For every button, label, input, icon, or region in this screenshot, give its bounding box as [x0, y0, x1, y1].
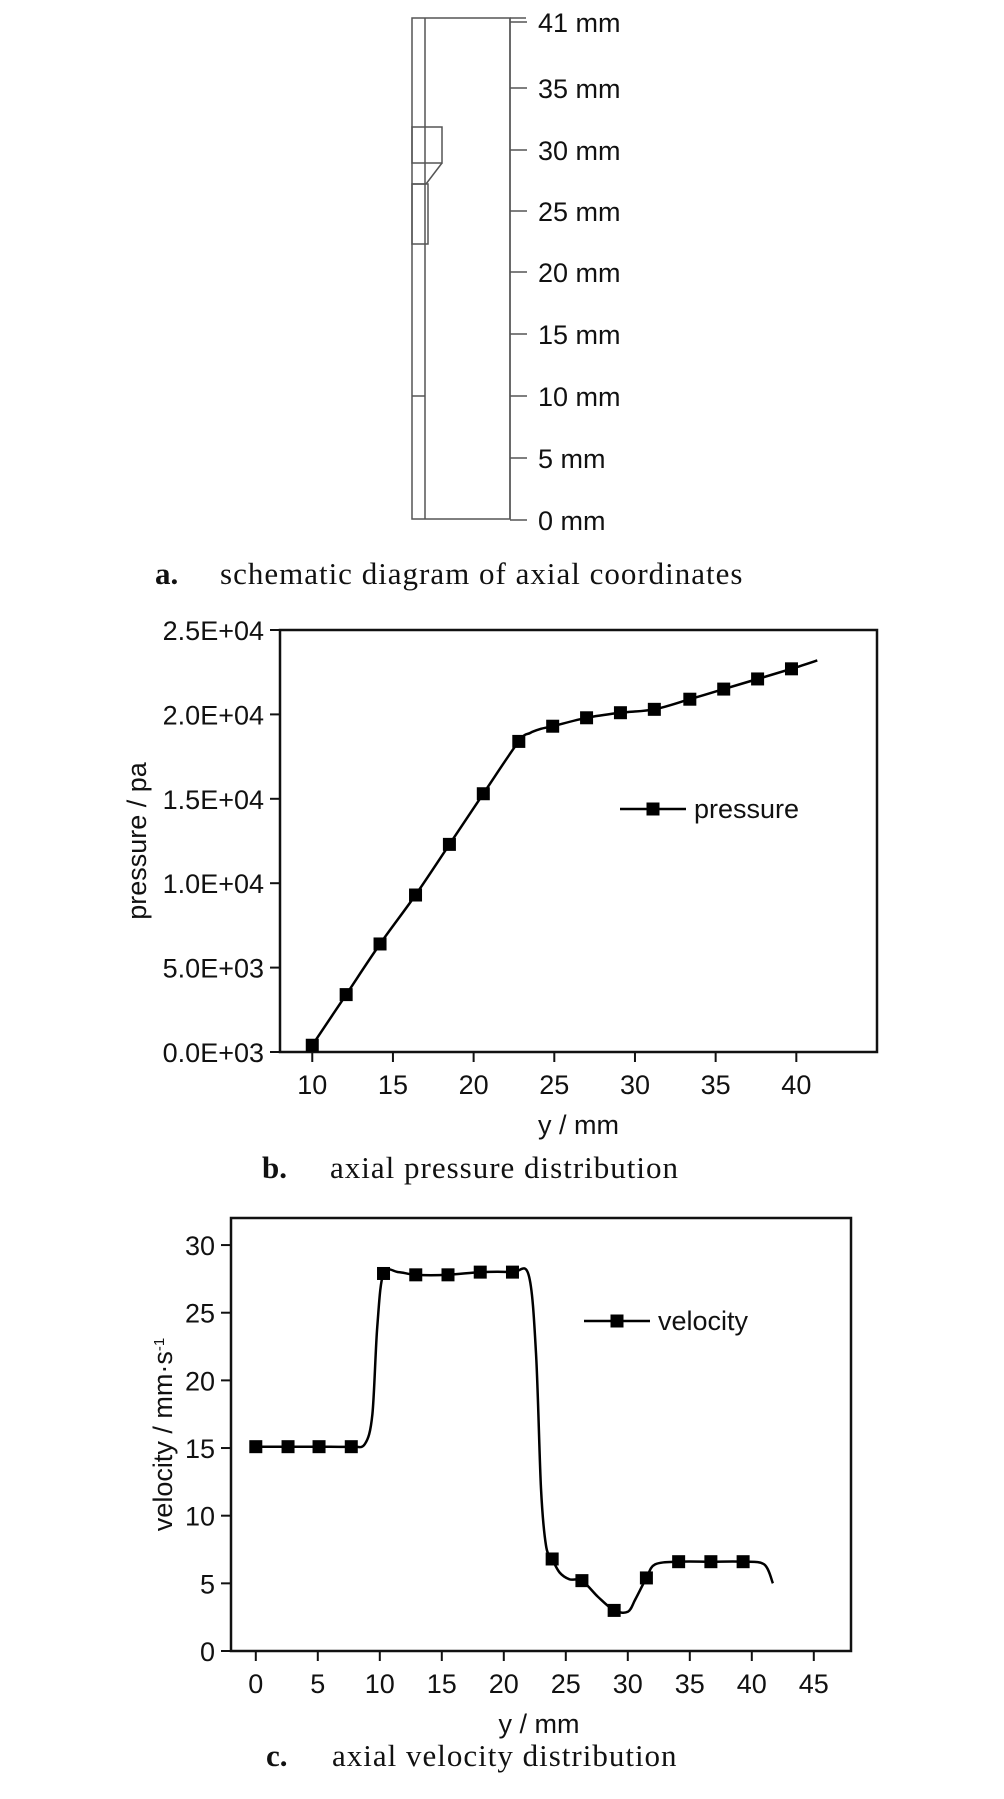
x-tick-label: 10 [364, 1669, 395, 1699]
y-tick-label: 1.5E+04 [162, 784, 264, 815]
data-point-pressure [409, 889, 422, 902]
data-point-pressure [648, 703, 661, 716]
series-line-pressure [312, 660, 817, 1045]
y-tick-label: 25 [184, 1298, 215, 1329]
data-point-velocity [640, 1571, 653, 1584]
data-point-velocity [313, 1440, 326, 1453]
x-tick-label: 25 [539, 1070, 570, 1100]
plot-frame [231, 1218, 851, 1651]
y-tick-label: 2.5E+04 [162, 616, 264, 646]
data-point-velocity [575, 1574, 588, 1587]
data-point-velocity [377, 1267, 390, 1280]
schematic-upper-chamber [412, 127, 442, 163]
x-tick-label: 35 [700, 1070, 731, 1100]
legend-label: velocity [658, 1306, 749, 1336]
data-point-pressure [683, 693, 696, 706]
y-tick-label: 0.0E+03 [162, 1038, 264, 1068]
x-tick-label: 40 [781, 1070, 812, 1100]
data-point-velocity [506, 1266, 519, 1279]
pressure-chart [122, 616, 877, 1140]
data-point-velocity [282, 1440, 295, 1453]
schematic-tick-label: 41 mm [538, 8, 621, 38]
schematic-taper-right [426, 163, 442, 184]
x-tick-label: 0 [248, 1669, 264, 1699]
caption-a: schematic diagram of axial coordinates [220, 556, 744, 591]
data-point-velocity [474, 1266, 487, 1279]
schematic-tick-label: 10 mm [538, 382, 621, 412]
y-tick-label: 10 [184, 1501, 215, 1532]
plot-frame [280, 630, 877, 1052]
x-tick-label: 35 [674, 1669, 705, 1699]
schematic-tick-label: 35 mm [538, 74, 621, 104]
caption-c-letter: c. [266, 1738, 288, 1773]
legend-marker [647, 803, 660, 816]
x-tick-label: 25 [550, 1669, 581, 1699]
x-axis-label: y / mm [498, 1709, 580, 1739]
data-point-pressure [340, 988, 353, 1001]
x-tick-label: 15 [426, 1669, 457, 1699]
x-tick-label: 30 [612, 1669, 643, 1699]
schematic-panel [155, 8, 743, 591]
data-point-pressure [443, 838, 456, 851]
y-tick-label: 0 [199, 1637, 215, 1667]
schematic-tick-label: 30 mm [538, 136, 621, 166]
schematic-tick-label: 15 mm [538, 320, 621, 350]
data-point-velocity [345, 1440, 358, 1453]
legend-marker [611, 1315, 624, 1328]
schematic-tick-label: 20 mm [538, 258, 621, 288]
legend-label: pressure [694, 794, 800, 824]
data-point-velocity [249, 1440, 262, 1453]
data-point-pressure [477, 787, 490, 800]
data-point-pressure [614, 706, 627, 719]
caption-b-letter: b. [262, 1150, 287, 1185]
velocity-chart [148, 1218, 851, 1739]
y-tick-label: 2.0E+04 [162, 700, 264, 731]
caption-a-letter: a. [155, 556, 179, 591]
schematic-drawing [412, 18, 526, 519]
data-point-velocity [672, 1555, 685, 1568]
data-point-pressure [751, 672, 764, 685]
data-point-pressure [374, 937, 387, 950]
x-tick-label: 40 [736, 1669, 767, 1699]
data-point-velocity [409, 1268, 422, 1281]
data-point-velocity [442, 1268, 455, 1281]
data-point-velocity [737, 1555, 750, 1568]
data-point-velocity [608, 1604, 621, 1617]
schematic-tick-label: 25 mm [538, 197, 621, 227]
y-tick-label: 5 [199, 1569, 215, 1600]
caption-b: axial pressure distribution [330, 1150, 679, 1185]
x-tick-label: 10 [297, 1070, 328, 1100]
schematic-axis [510, 8, 621, 536]
y-tick-label: 1.0E+04 [162, 869, 264, 900]
x-tick-label: 15 [377, 1070, 408, 1100]
y-tick-label: 5.0E+03 [162, 953, 264, 984]
x-tick-label: 20 [488, 1669, 519, 1699]
y-tick-label: 15 [184, 1434, 215, 1465]
x-tick-label: 45 [798, 1669, 829, 1699]
y-tick-label: 30 [184, 1231, 215, 1262]
x-axis-label: y / mm [538, 1110, 619, 1140]
y-tick-label: 20 [184, 1366, 215, 1397]
data-point-pressure [785, 662, 798, 675]
x-tick-label: 20 [458, 1070, 489, 1100]
caption-c: axial velocity distribution [332, 1738, 678, 1773]
schematic-tick-label: 5 mm [538, 444, 606, 474]
data-point-pressure [717, 683, 730, 696]
data-point-pressure [306, 1039, 319, 1052]
y-axis-label-superscript: -1 [150, 1337, 168, 1352]
data-point-pressure [580, 711, 593, 724]
schematic-tick-label: 0 mm [538, 506, 606, 536]
data-point-velocity [704, 1555, 717, 1568]
x-tick-label: 5 [310, 1669, 326, 1699]
data-point-velocity [546, 1552, 559, 1565]
y-axis-label: velocity / $mm\cdot s^{-1}$ [148, 1337, 178, 1532]
y-axis-label: pressure / pa [122, 762, 152, 920]
schematic-outer-wall [412, 18, 510, 519]
x-tick-label: 30 [619, 1070, 650, 1100]
data-point-pressure [546, 720, 559, 733]
data-point-pressure [512, 735, 525, 748]
